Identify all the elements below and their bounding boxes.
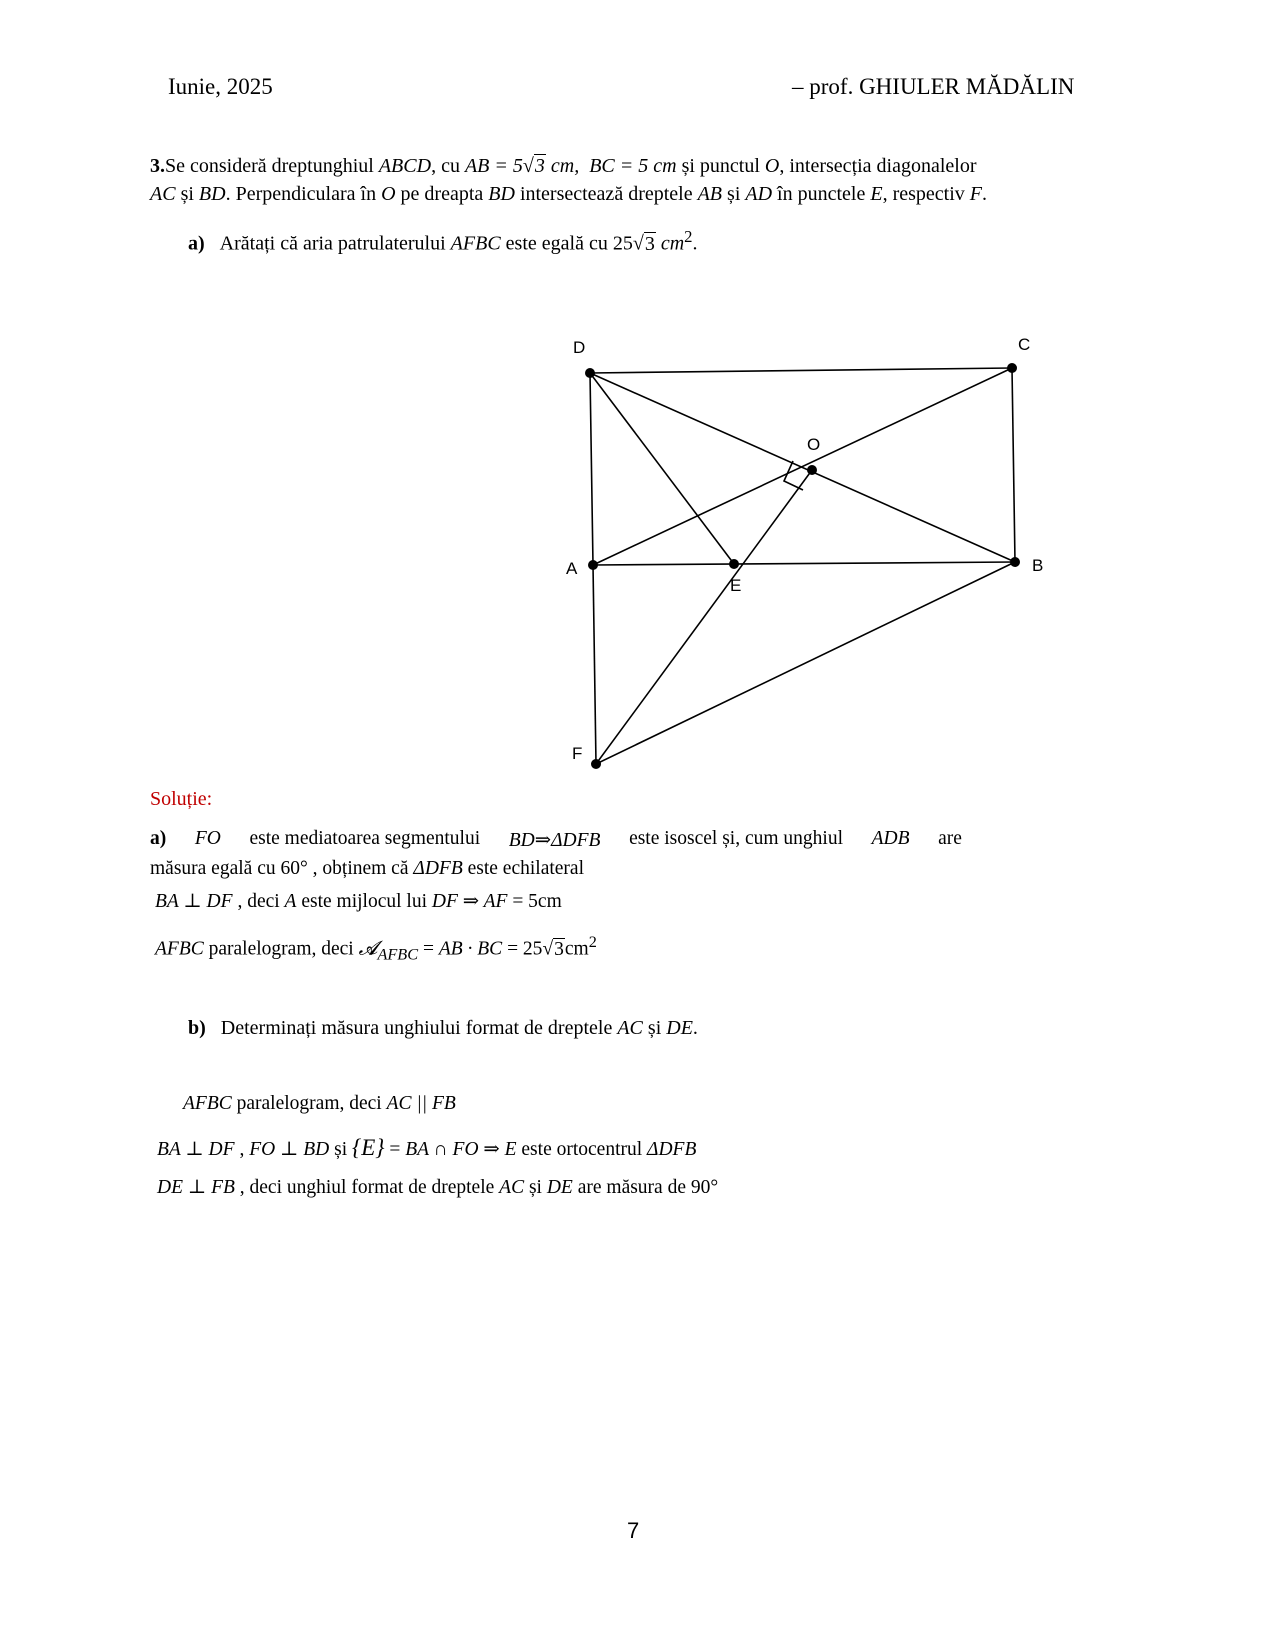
problem-line-1: 3.Se consideră dreptunghiul ABCD, cu AB = 5√3 cm, BC = 5 cm și punctul O, intersecția diagonalelor xyxy=(150,155,977,177)
part-a-question: a) Arătați că aria patrulaterului AFBC este egală cu 25√3 $cm^2$. xyxy=(188,227,698,255)
solution-b-line-1: AFBC paralelogram, deci AC || FB xyxy=(183,1093,456,1114)
segment-de xyxy=(590,373,734,564)
point-e xyxy=(729,559,739,569)
point-b xyxy=(1010,557,1020,567)
segment-fb xyxy=(596,562,1015,764)
point-c xyxy=(1007,363,1017,373)
problem-line-2: AC și BD. Perpendiculara în O pe dreapta BD intersectează dreptele AB și AD în punctele E, respectiv F. xyxy=(150,183,987,205)
segment-dc xyxy=(590,368,1012,373)
part-b-question: b) Determinați măsura unghiului format de dreptele AC și DE. xyxy=(188,1017,698,1039)
segment-af xyxy=(593,565,596,764)
label-e: E xyxy=(730,576,742,595)
point-f xyxy=(591,759,601,769)
label-d: D xyxy=(573,338,586,357)
label-o: O xyxy=(807,435,821,454)
header-date: Iunie, 2025 xyxy=(168,74,273,99)
solution-a-line-3: BA ⊥ DF , deci A este mijlocul lui DF ⇒ AF = 5cm xyxy=(155,891,562,912)
page-number: 7 xyxy=(627,1518,640,1543)
label-c: C xyxy=(1018,335,1031,354)
solution-b-line-2: BA ⊥ DF , FO ⊥ BD și {E} = BA ∩ FO ⇒ E este ortocentrul ΔDFB xyxy=(157,1135,697,1160)
solution-a-line-4: AFBC paralelogram, deci 𝓐$_{AFBC}$ = AB · BC = $25√3cm^2$ xyxy=(155,933,597,964)
part-a-label: a) xyxy=(188,232,205,255)
segment-da xyxy=(590,373,593,565)
label-a: A xyxy=(566,559,578,578)
label-b: B xyxy=(1032,556,1044,575)
solution-a-line-2: măsura egală cu 60° , obținem că ΔDFB este echilateral xyxy=(150,858,584,879)
point-a xyxy=(588,560,598,570)
point-d xyxy=(585,368,595,378)
solution-a-line-1: a) FO este mediatoarea segmentului BD⇒ΔDFB este isoscel și, cum unghiul ADB are xyxy=(150,828,962,851)
label-f: F xyxy=(572,744,583,763)
segment-of xyxy=(596,470,812,764)
geometry-figure xyxy=(540,330,1060,770)
diagonal-ac xyxy=(593,368,1012,565)
problem-number: 3. xyxy=(150,155,165,177)
solution-label: Soluție: xyxy=(150,788,213,810)
segment-cb xyxy=(1012,368,1015,562)
point-o xyxy=(807,465,817,475)
diagonal-db xyxy=(590,373,1015,562)
header-author: – prof. GHIULER MĂDĂLIN xyxy=(792,74,1075,99)
segment-ab xyxy=(593,562,1015,565)
part-b-label: b) xyxy=(188,1017,206,1039)
solution-b-line-3: DE ⊥ FB , deci unghiul format de dreptele AC și DE are măsura de 90° xyxy=(157,1177,719,1198)
